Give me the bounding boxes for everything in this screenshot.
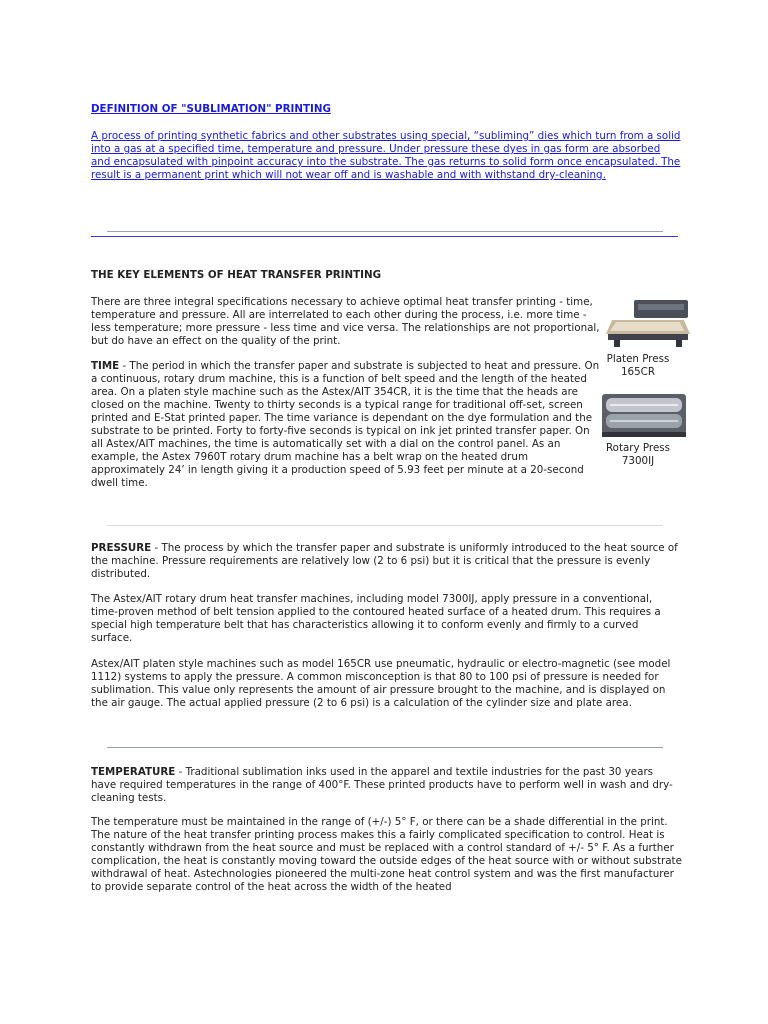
temperature-label: TEMPERATURE (91, 766, 176, 778)
definition-text[interactable]: A process of printing synthetic fabrics and other substrates using special, “subliming” dies which turn from a solid into a gas at a specified time, temperature and pressure. Under pressure these dyes in gas form are absorbed and encapsulated with pinpoint accuracy into the substrate. The gas returns to solid form once encapsulated. The result is a permanent print which will not wear off and is washable and with withstand dry-cleaning. (91, 130, 681, 181)
divider-2 (107, 525, 663, 526)
platen-press-caption (598, 353, 678, 379)
platen-caption-line2: 165CR (621, 366, 655, 378)
rotary-press-image (600, 392, 688, 438)
divider-3 (107, 747, 663, 748)
rotary-press-caption (598, 442, 678, 468)
divider-1 (107, 231, 663, 232)
temperature-paragraph (91, 766, 681, 805)
platen-press-image (604, 298, 690, 348)
pressure-paragraph-2: The Astex/AIT rotary drum heat transfer machines, including model 7300IJ, apply pressure in a conventional, time-proven method of belt tension applied to the contoured heated surface of a heated drum. This requires a special high temperature belt that has characteristics allowing it to conform evenly and firmly to a curved surface. (91, 593, 661, 644)
platen-caption-line1: Platen Press (606, 353, 670, 365)
pressure-paragraph (91, 542, 681, 581)
key-elements-intro: There are three integral specifications necessary to achieve optimal heat transfer printing - time, temperature and pressure. All are interrelated to each other during the process, i.e. more time - less temperature; more pressure - less time and vice versa. The relationships are not proportional, but do have an effect on the quality of the print. (91, 296, 600, 347)
time-text: - The period in which the transfer paper and substrate is subjected to heat and pressure. On a continuous, rotary drum machine, this is a function of belt speed and the length of the heated area. On a platen style machine such as the Astex/AIT 354CR, it is the time that the heads are closed on the machine. Twenty to thirty seconds is a typical range for traditional off-set, screen printed and E-Stat printed paper. The time variance is dependant on the dye formulation and the substrate to be printed. Forty to forty-five seconds is typical on ink jet printed transfer paper. On all Astex/AIT machines, the time is automatically set with a dial on the control panel. As an example, the Astex 7960T rotary drum machine has a belt wrap on the heated drum approximately 24’ in length giving it a production speed of 5.93 feet per minute at a 20-second dwell time. (91, 360, 600, 489)
rotary-caption-line2: 7300IJ (621, 455, 655, 467)
rotary-caption-line1: Rotary Press (605, 442, 671, 454)
key-elements-heading: THE KEY ELEMENTS OF HEAT TRANSFER PRINTING (91, 269, 382, 281)
divider-link-underline (91, 236, 678, 237)
definition-heading[interactable]: DEFINITION OF "SUBLIMATION" PRINTING (91, 103, 331, 115)
time-label: TIME (91, 360, 120, 372)
time-paragraph (91, 360, 601, 490)
pressure-text: - The process by which the transfer paper and substrate is uniformly introduced to the heat source of the machine. Pressure requirements are relatively low (2 to 6 psi) but it is critical that the pressure is evenly distributed. (91, 542, 678, 580)
temperature-paragraph-2: The temperature must be maintained in the range of (+/-) 5° F, or there can be a shade differential in the print. The nature of the heat transfer printing process makes this a fairly complicated specification to control. Heat is constantly withdrawn from the heat source and must be replaced with a control standard of +/- 5° F. As a further complication, the heat is constantly moving toward the outside edges of the heat source with or without substrate withdrawal of heat. Astechnologies pioneered the multi-zone heat control system and was the first manufacturer to provide separate control of the heat across the width of the heated (91, 816, 682, 893)
pressure-paragraph-3: Astex/AIT platen style machines such as model 165CR use pneumatic, hydraulic or electro-magnetic (see model 1112) systems to apply the pressure. A common misconception is that 80 to 100 psi of pressure is needed for sublimation. This value only represents the amount of air pressure brought to the machine, and is displayed on the air gauge. The actual applied pressure (2 to 6 psi) is a calculation of the cylinder size and plate area. (91, 658, 671, 709)
temperature-text: - Traditional sublimation inks used in the apparel and textile industries for the past 30 years have required temperatures in the range of 400°F. These printed products have to perform well in wash and dry-cleaning tests. (91, 766, 673, 804)
pressure-label: PRESSURE (91, 542, 152, 554)
